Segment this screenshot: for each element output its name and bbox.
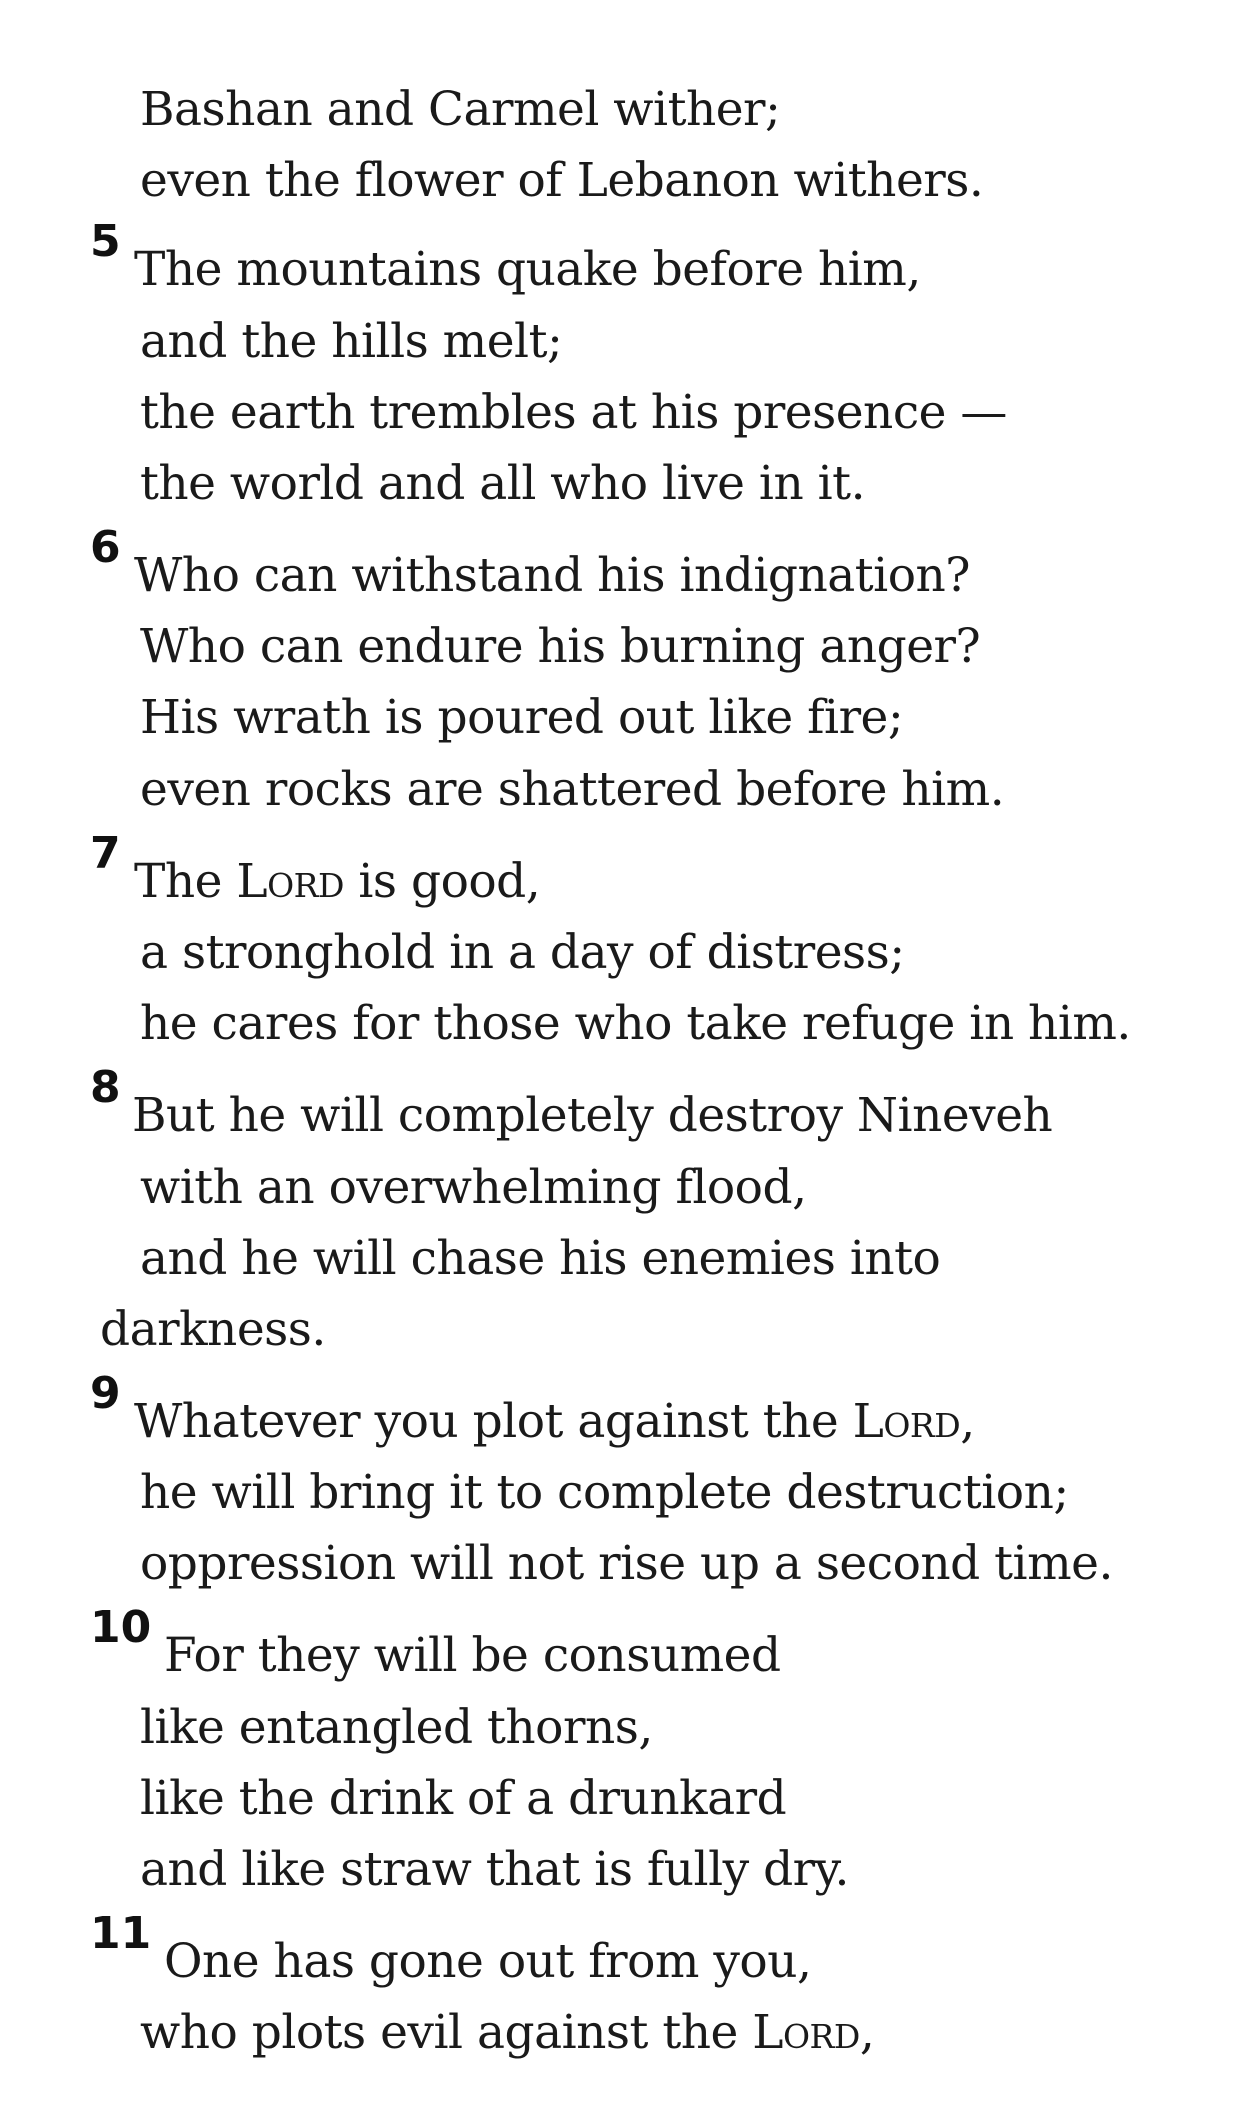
verse-line: The Lord is good, [134,854,541,909]
verse-line: like the drink of a drunkard [140,1771,787,1826]
verse-line: oppression will not rise up a second time. [140,1536,1113,1591]
verse-line: and he will chase his enemies into [140,1231,941,1286]
verse-line: Who can endure his burning anger? [140,619,981,674]
verse-line: Who can withstand his indignation? [134,548,970,603]
verse-number: 9 [90,1368,121,1419]
verse-line: the earth trembles at his presence — [140,385,1007,440]
verse-line: he cares for those who take refuge in him. [140,996,1131,1051]
verse-line: One has gone out from you, [164,1934,812,1989]
verse-line: The mountains quake before him, [134,242,921,297]
verse-number: 6 [90,522,121,573]
verse-line: darkness. [100,1302,326,1357]
verse-line: he will bring it to complete destruction; [140,1465,1069,1520]
verse-line: with an overwhelming flood, [140,1160,807,1215]
verse-number: 11 [90,1908,152,1959]
verse-line: like entangled thorns, [140,1700,653,1755]
verse-line: even the flower of Lebanon withers. [140,153,984,208]
verse-line: His wrath is poured out like fire; [140,690,904,745]
verse-line: who plots evil against the Lord, [140,2005,875,2060]
divine-name-lord: Lord [752,2005,860,2060]
verse-number: 7 [90,828,121,879]
verse-line: For they will be consumed [164,1628,781,1683]
verse-line: Bashan and Carmel wither; [140,82,781,137]
verse-number: 5 [90,216,121,267]
divine-name-lord: Lord [852,1394,961,1449]
verse-number: 10 [90,1602,152,1653]
verse-line: even rocks are shattered before him. [140,762,1005,817]
verse-line: and like straw that is fully dry. [140,1842,849,1897]
verse-number: 8 [90,1062,121,1113]
verse-line: the world and all who live in it. [140,456,866,511]
divine-name-lord: Lord [236,854,344,909]
verse-line: But he will completely destroy Nineveh [132,1088,1053,1143]
verse-line: a stronghold in a day of distress; [140,925,905,980]
verse-line: Whatever you plot against the Lord, [134,1394,975,1449]
verse-line: and the hills melt; [140,314,563,369]
